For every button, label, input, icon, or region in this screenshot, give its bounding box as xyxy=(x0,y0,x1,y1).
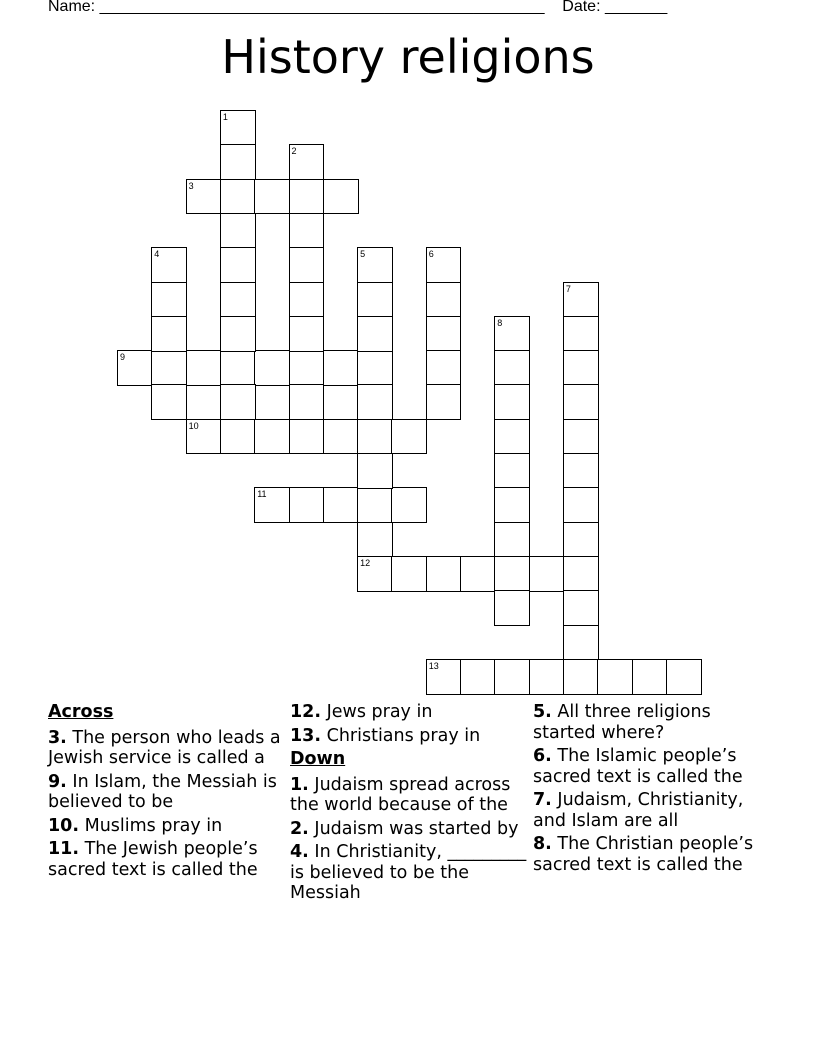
grid-cell[interactable] xyxy=(289,282,325,318)
grid-cell[interactable] xyxy=(460,659,496,695)
grid-cell[interactable] xyxy=(494,453,530,489)
grid-cell[interactable] xyxy=(289,213,325,249)
clue-across-10 xyxy=(48,816,286,837)
clue-text: Jews pray in xyxy=(326,702,433,722)
cell-number: 8 xyxy=(497,317,503,328)
grid-cell[interactable] xyxy=(357,247,393,283)
clue-text: Judaism, Christianity, and Islam are all xyxy=(533,790,744,831)
clue-down-6 xyxy=(533,746,771,787)
grid-cell[interactable] xyxy=(220,316,256,352)
grid-cell[interactable] xyxy=(117,350,153,386)
grid-cell[interactable] xyxy=(391,556,427,592)
grid-cell[interactable] xyxy=(323,350,359,386)
grid-cell[interactable] xyxy=(426,384,462,420)
grid-cell[interactable] xyxy=(220,110,256,146)
grid-cell[interactable] xyxy=(151,316,187,352)
clue-across-13 xyxy=(290,726,528,747)
grid-cell[interactable] xyxy=(186,179,222,215)
across-heading: Across xyxy=(48,702,114,722)
clue-down-7 xyxy=(533,790,771,831)
grid-cell[interactable] xyxy=(220,213,256,249)
clue-number: 1. xyxy=(290,774,309,795)
grid-cell[interactable] xyxy=(357,522,393,558)
grid-cell[interactable] xyxy=(357,453,393,489)
cell-number: 6 xyxy=(428,249,434,260)
grid-cell[interactable] xyxy=(357,384,393,420)
cell-number: 2 xyxy=(291,146,297,157)
grid-cell[interactable] xyxy=(289,487,325,523)
grid-cell[interactable] xyxy=(494,487,530,523)
grid-cell[interactable] xyxy=(563,384,599,420)
grid-cell[interactable] xyxy=(563,282,599,318)
grid-cell[interactable] xyxy=(254,419,290,455)
clue-number: 7. xyxy=(533,790,552,810)
clue-text: Judaism was started by xyxy=(314,818,519,839)
grid-cell[interactable] xyxy=(563,522,599,558)
cell-number: 12 xyxy=(360,557,371,568)
grid-cell[interactable] xyxy=(289,247,325,283)
grid-cell[interactable] xyxy=(632,659,668,695)
grid-cell[interactable] xyxy=(254,487,290,523)
grid-cell[interactable] xyxy=(426,659,462,695)
clue-text: The Jewish people’s sacred text is called the xyxy=(48,839,258,880)
clue-text: The Islamic people’s sacred text is called the xyxy=(533,746,743,787)
grid-cell[interactable] xyxy=(563,556,599,592)
grid-cell[interactable] xyxy=(323,487,359,523)
grid-cell[interactable] xyxy=(426,316,462,352)
clue-number: 12. xyxy=(290,702,322,722)
grid-cell[interactable] xyxy=(151,350,187,386)
clue-text: In Christianity, _________ is believed to be the Messiah xyxy=(290,842,527,903)
clue-number: 3. xyxy=(48,727,67,748)
grid-cell[interactable] xyxy=(289,384,325,420)
grid-cell[interactable] xyxy=(220,282,256,318)
grid-cell[interactable] xyxy=(529,659,565,695)
cell-number: 3 xyxy=(188,180,194,191)
grid-cell[interactable] xyxy=(563,659,599,695)
grid-cell[interactable] xyxy=(357,556,393,592)
grid-cell[interactable] xyxy=(494,590,530,626)
grid-cell[interactable] xyxy=(563,487,599,523)
clue-number: 4. xyxy=(290,842,309,862)
grid-cell[interactable] xyxy=(563,453,599,489)
grid-cell[interactable] xyxy=(220,247,256,283)
clue-text: All three religions started where? xyxy=(533,702,711,743)
date-label: Date: xyxy=(562,0,601,15)
grid-cell[interactable] xyxy=(563,419,599,455)
cell-number: 5 xyxy=(360,249,366,260)
cell-number: 1 xyxy=(222,112,228,122)
clue-across-9 xyxy=(48,772,286,813)
grid-cell[interactable] xyxy=(597,659,633,695)
grid-cell[interactable] xyxy=(494,350,530,386)
cell-number: 4 xyxy=(154,249,160,260)
clue-text: Christians pray in xyxy=(326,725,481,746)
grid-cell[interactable] xyxy=(494,522,530,558)
grid-cell[interactable] xyxy=(494,659,530,695)
grid-cell[interactable] xyxy=(494,419,530,455)
grid-cell[interactable] xyxy=(494,316,530,352)
grid-cell[interactable] xyxy=(220,144,256,180)
clue-across-11 xyxy=(48,839,286,880)
name-blank[interactable]: __________________________________________________ xyxy=(99,0,545,15)
clue-column-2 xyxy=(290,702,528,907)
clue-text: The person who leads a Jewish service is called a xyxy=(48,727,281,768)
grid-cell[interactable] xyxy=(529,556,565,592)
grid-cell[interactable] xyxy=(563,625,599,661)
grid-cell[interactable] xyxy=(357,350,393,386)
grid-cell[interactable] xyxy=(357,282,393,318)
grid-cell[interactable] xyxy=(289,179,325,215)
grid-cell[interactable] xyxy=(391,419,427,455)
grid-cell[interactable] xyxy=(323,419,359,455)
grid-cell[interactable] xyxy=(426,350,462,386)
grid-cell[interactable] xyxy=(460,556,496,592)
grid-cell[interactable] xyxy=(186,419,222,455)
cell-number: 10 xyxy=(188,420,199,431)
grid-cell[interactable] xyxy=(357,316,393,352)
grid-cell[interactable] xyxy=(289,419,325,455)
clue-number: 10. xyxy=(48,815,80,836)
clue-down-4 xyxy=(290,842,528,904)
clue-down-5 xyxy=(533,702,771,743)
grid-cell[interactable] xyxy=(220,179,256,215)
grid-cell[interactable] xyxy=(426,282,462,318)
clue-down-2 xyxy=(290,819,528,840)
clue-down-8 xyxy=(533,834,771,875)
grid-cell[interactable] xyxy=(254,179,290,215)
grid-cell[interactable] xyxy=(220,384,256,420)
grid-cell[interactable] xyxy=(289,350,325,386)
cell-number: 11 xyxy=(257,489,267,500)
name-label: Name: xyxy=(48,0,96,15)
grid-cell[interactable] xyxy=(151,247,187,283)
clue-text: In Islam, the Messiah is believed to be xyxy=(48,771,277,812)
grid-cell[interactable] xyxy=(289,316,325,352)
grid-cell[interactable] xyxy=(220,350,256,386)
clue-number: 13. xyxy=(290,725,322,746)
cell-number: 9 xyxy=(120,352,126,363)
grid-cell[interactable] xyxy=(426,556,462,592)
clue-column-1 xyxy=(48,702,286,883)
page-title: History religions xyxy=(221,30,595,84)
grid-cell[interactable] xyxy=(391,487,427,523)
clue-text: The Christian people’s sacred text is called the xyxy=(533,834,754,875)
cell-number: 13 xyxy=(428,660,439,671)
clue-number: 11. xyxy=(48,839,80,859)
clue-text: Muslims pray in xyxy=(84,815,223,836)
clue-number: 6. xyxy=(533,746,552,766)
clue-text: Judaism spread across the world because of the xyxy=(290,774,511,815)
clue-across-12 xyxy=(290,702,528,723)
grid-cell[interactable] xyxy=(357,487,393,523)
grid-cell[interactable] xyxy=(494,384,530,420)
grid-cell[interactable] xyxy=(254,350,290,386)
clue-down-1 xyxy=(290,775,528,816)
clue-number: 5. xyxy=(533,702,552,722)
grid-cell[interactable] xyxy=(426,247,462,283)
cell-number: 7 xyxy=(565,283,571,294)
grid-cell[interactable] xyxy=(563,316,599,352)
grid-cell[interactable] xyxy=(494,556,530,592)
grid-cell[interactable] xyxy=(563,590,599,626)
grid-cell[interactable] xyxy=(357,419,393,455)
clue-number: 9. xyxy=(48,771,67,792)
grid-cell[interactable] xyxy=(666,659,702,695)
clue-number: 2. xyxy=(290,818,309,839)
clue-across-3 xyxy=(48,728,286,769)
clue-column-3 xyxy=(533,702,771,878)
grid-cell[interactable] xyxy=(563,350,599,386)
down-heading: Down xyxy=(290,749,346,769)
grid-cell[interactable] xyxy=(220,419,256,455)
grid-cell[interactable] xyxy=(289,144,325,180)
clue-number: 8. xyxy=(533,834,552,854)
date-blank[interactable]: _______ xyxy=(604,0,668,15)
grid-cell[interactable] xyxy=(186,350,222,386)
grid-cell[interactable] xyxy=(323,179,359,215)
grid-cell[interactable] xyxy=(151,282,187,318)
grid-cell[interactable] xyxy=(151,384,187,420)
